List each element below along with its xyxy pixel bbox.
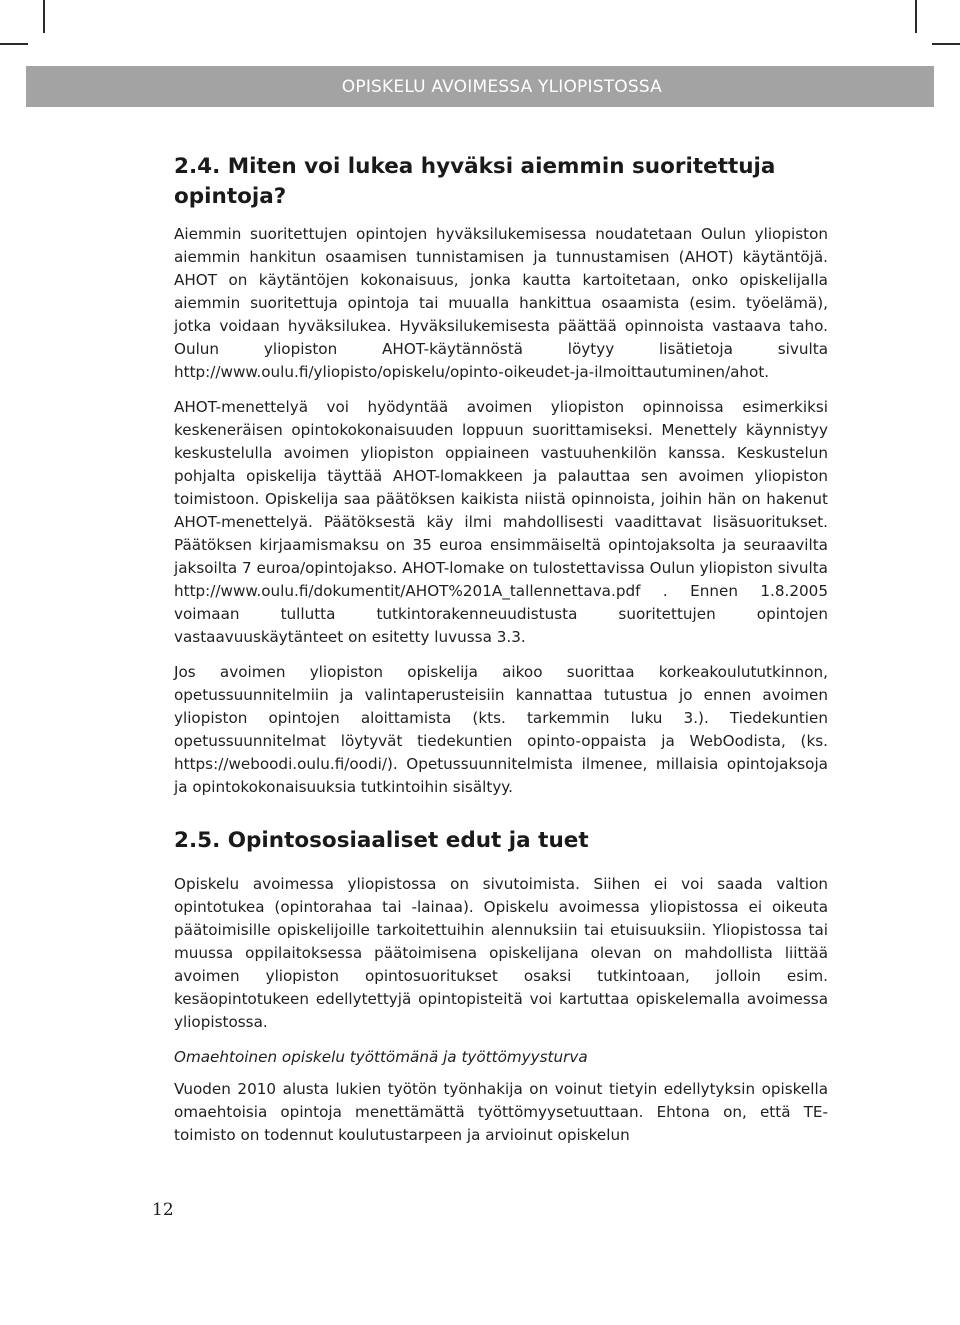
crop-mark-right xyxy=(932,43,960,45)
page-number: 12 xyxy=(152,1200,174,1220)
paragraph-ahot-procedure: AHOT-menettelyä voi hyödyntää avoimen yliopiston opinnoissa esimerkiksi keskeneräisen opintokokonaisuuden loppuun suorittamiseksi. Menettely käynnistyy keskustelulla avoimen yliopiston oppiaineen vastuuhenkilön kanssa. Keskustelun pohjalta opiskelija täyttää AHOT-lomakkeen ja palauttaa sen avoimen yliopiston toimistoon. Opiskelija saa päätöksen kaikista niistä opinnoista, joihin hän on hakenut AHOT-menettelyä. Päätöksestä käy ilmi mahdollisesti vaadittavat lisäsuoritukset. Päätöksen kirjaamismaksu on 35 euroa ensimmäiseltä opintojaksolta ja seuraavilta jaksoilta 7 euroa/opintojakso. AHOT-lomake on tulostettavissa Oulun yliopiston sivulta http://www.oulu.fi/dokumentit/AHOT%201A_tallennettava.pdf . Ennen 1.8.2005 voimaan tullutta tutkintorakenneuudistusta suoritettujen opintojen vastaavuuskäytänteet on esitetty luvussa 3.3. xyxy=(174,398,828,646)
page-content xyxy=(174,152,828,1147)
paragraph-degree-planning: Jos avoimen yliopiston opiskelija aikoo suorittaa korkeakoulututkinnon, opetussuunnitelmiin ja valintaperusteisiin kannattaa tutustua jo ennen avoimen yliopiston opintojen aloittamista (kts. tarkemmin luku 3.). Tiedekuntien opetussuunnitelmat löytyvät tiedekuntien opinto-oppaista ja WebOodista, (ks. https://weboodi.oulu.fi/oodi/). Opetussuunnitelmista ilmenee, millaisia opintojaksoja ja opintokokonaisuuksia tutkintoihin sisältyy. xyxy=(174,663,828,796)
section-heading-2-5: 2.5. Opintososiaaliset edut ja tuet xyxy=(174,828,589,853)
crop-mark-left xyxy=(0,43,28,45)
paragraph-unemployment: Vuoden 2010 alusta lukien työtön työnhakija on voinut tietyin edellytyksin opiskella omaehtoisia opintoja menettämättä työttömyysetuuttaan. Ehtona on, että TE-toimisto on todennut koulutustarpeen ja arvioinut opiskelun xyxy=(174,1080,828,1144)
running-header-title: OPISKELU AVOIMESSA YLIOPISTOSSA xyxy=(341,77,662,97)
section-heading-2-4: 2.4. Miten voi lukea hyväksi aiemmin suoritettuja opintoja? xyxy=(174,154,776,209)
crop-mark-top-right xyxy=(915,0,917,33)
paragraph-social-benefits: Opiskelu avoimessa yliopistossa on sivutoimista. Siihen ei voi saada valtion opintotukea (opintorahaa tai -lainaa). Opiskelu avoimessa yliopistossa ei oikeuta päätoimisille opiskelijoille tarkoitettuihin alennuksiin tai etuisuuksiin. Yliopistossa tai muussa oppilaitoksessa päätoimisena opiskelijana olevan on mahdollista liittää avoimen yliopiston opintosuoritukset osaksi tutkintoaan, jolloin esim. kesäopintotukeen edellytettyjä opintopisteitä voi kartuttaa opiskelemalla avoimessa yliopistossa. xyxy=(174,875,828,1031)
subheading-unemployment: Omaehtoinen opiskelu työttömänä ja työttömyysturva xyxy=(174,1048,588,1066)
crop-mark-top-left xyxy=(43,0,45,33)
running-header xyxy=(26,66,934,107)
paragraph-ahot-intro: Aiemmin suoritettujen opintojen hyväksilukemisessa noudatetaan Oulun yliopiston aiemmin hankitun osaamisen tunnistamisen ja tunnustamisen (AHOT) käytäntöjä. AHOT on käytäntöjen kokonaisuus, jonka kautta kartoitetaan, onko opiskelijalla aiemmin suoritettuja opintoja tai muualla hankittua osaamista (esim. työelämä), jotka voidaan hyväksilukea. Hyväksilukemisesta päättää opinnoista vastaava taho. Oulun yliopiston AHOT-käytännöstä löytyy lisätietoja sivulta http://www.oulu.fi/yliopisto/opiskelu/opinto-oikeudet-ja-ilmoittautuminen/ahot. xyxy=(174,225,828,381)
